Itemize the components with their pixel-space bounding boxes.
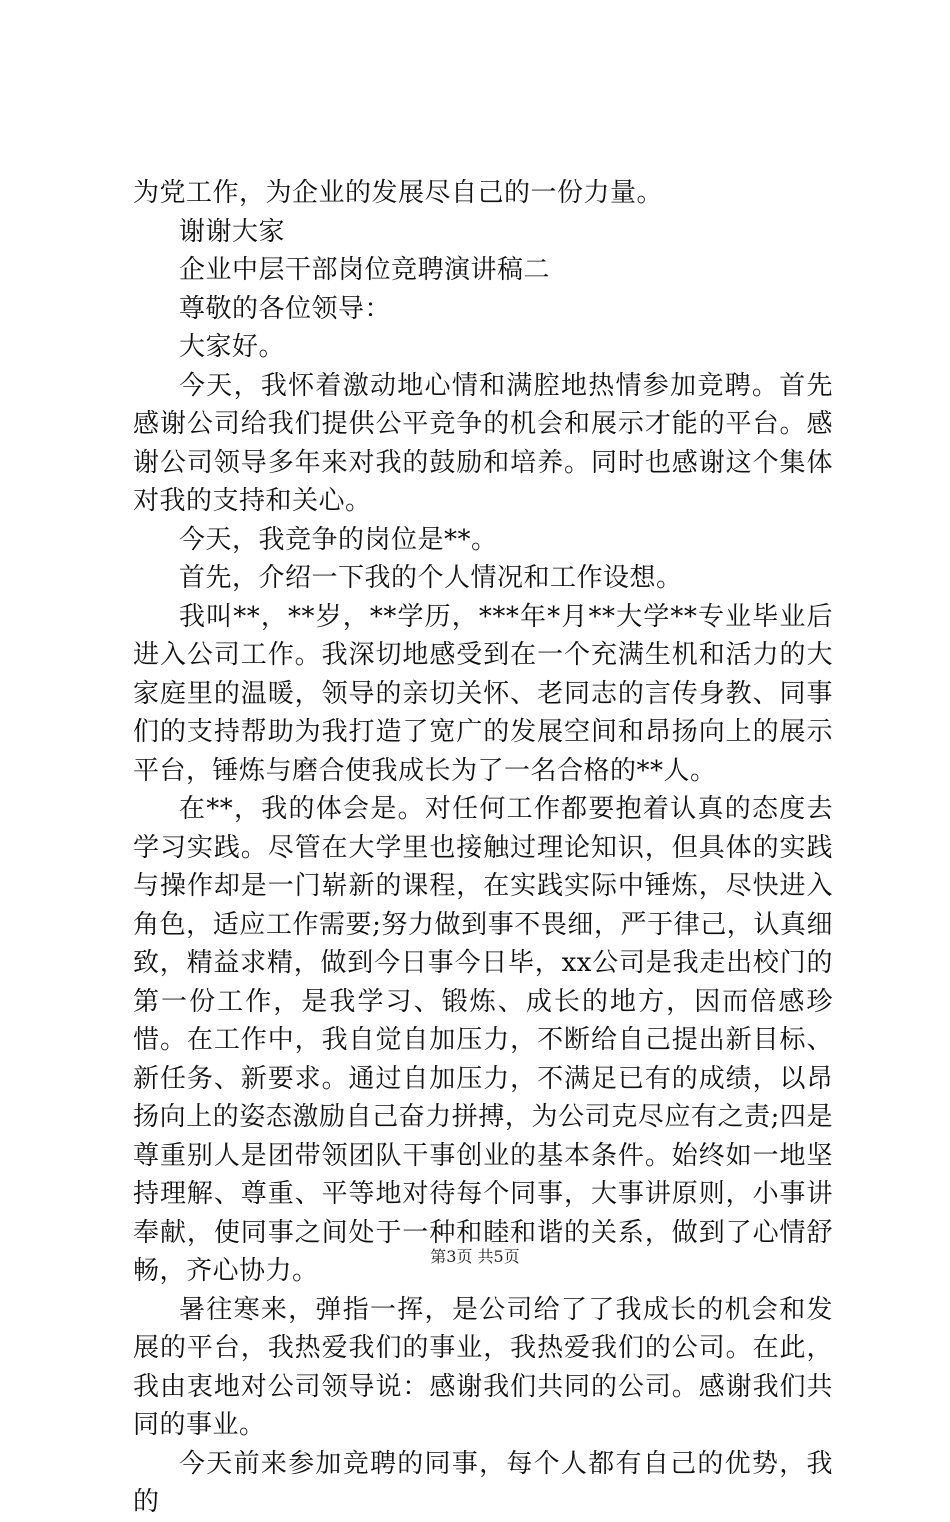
paragraph-7: 今天，我竞争的岗位是**。 (179, 524, 498, 555)
paragraph-3-heading: 企业中层干部岗位竞聘演讲稿二 (179, 255, 551, 285)
paragraph-5-greeting: 大家好。 (179, 332, 286, 362)
paragraph-8: 首先，介绍一下我的个人情况和工作设想。 (179, 563, 683, 593)
page-number-footer: 第3页 共5页 (430, 1247, 520, 1266)
paragraph-11: 暑往寒来，弹指一挥，是公司给了了我成长的机会和发展的平台，我热爱我们的事业，我热爱我们的公司。在此，我由衷地对公司领导说：感谢我们共同的公司。感谢我们共同的事业。 (133, 1294, 833, 1440)
document-body (133, 174, 833, 1522)
paragraph-10: 在**，我的体会是。对任何工作都要抱着认真的态度去学习实践。尽管在大学里也接触过理论知识，但具体的实践与操作却是一门崭新的课程，在实践实际中锤炼，尽快进入角色，适应工作需要;努力做到事不畏细，严于律己，认真细致，精益求精，做到今日事今日毕，xx公司是我走出校门的第一份工作，是我学习、锻炼、成长的地方，因而倍感珍惜。在工作中，我自觉自加压力，不断给自己提出新目标、新任务、新要求。通过自加压力，不满足已有的成绩，以昂扬向上的姿态激励自己奋力拼搏，为公司克尽应有之责;四是尊重别人是团带领团队干事创业的基本条件。始终如一地坚持理解、尊重、平等地对待每个同事，大事讲原则，小事讲奉献，使同事之间处于一种和睦和谐的关系，做到了心情舒畅，齐心协力。 (133, 794, 833, 1286)
paragraph-6: 今天，我怀着激动地心情和满腔地热情参加竞聘。首先感谢公司给我们提供公平竞争的机会和展示才能的平台。感谢公司领导多年来对我的鼓励和培养。同时也感谢这个集体对我的支持和关心。 (133, 370, 833, 516)
paragraph-1: 为党工作，为企业的发展尽自己的一份力量。 (133, 178, 664, 208)
paragraph-12: 今天前来参加竞聘的同事，每个人都有自己的优势，我的 (133, 1448, 833, 1517)
paragraph-9: 我叫**，**岁，**学历，***年*月**大学**专业毕业后进入公司工作。我深切地感受到在一个充满生机和活力的大家庭里的温暖，领导的亲切关怀、老同志的言传身教、同事们的支持帮助为我打造了宽广的发展空间和昂扬向上的展示平台，锤炼与磨合使我成长为了一名合格的**人。 (133, 601, 833, 786)
paragraph-4-salutation: 尊敬的各位领导： (179, 293, 392, 324)
paragraph-2: 谢谢大家 (179, 216, 286, 247)
